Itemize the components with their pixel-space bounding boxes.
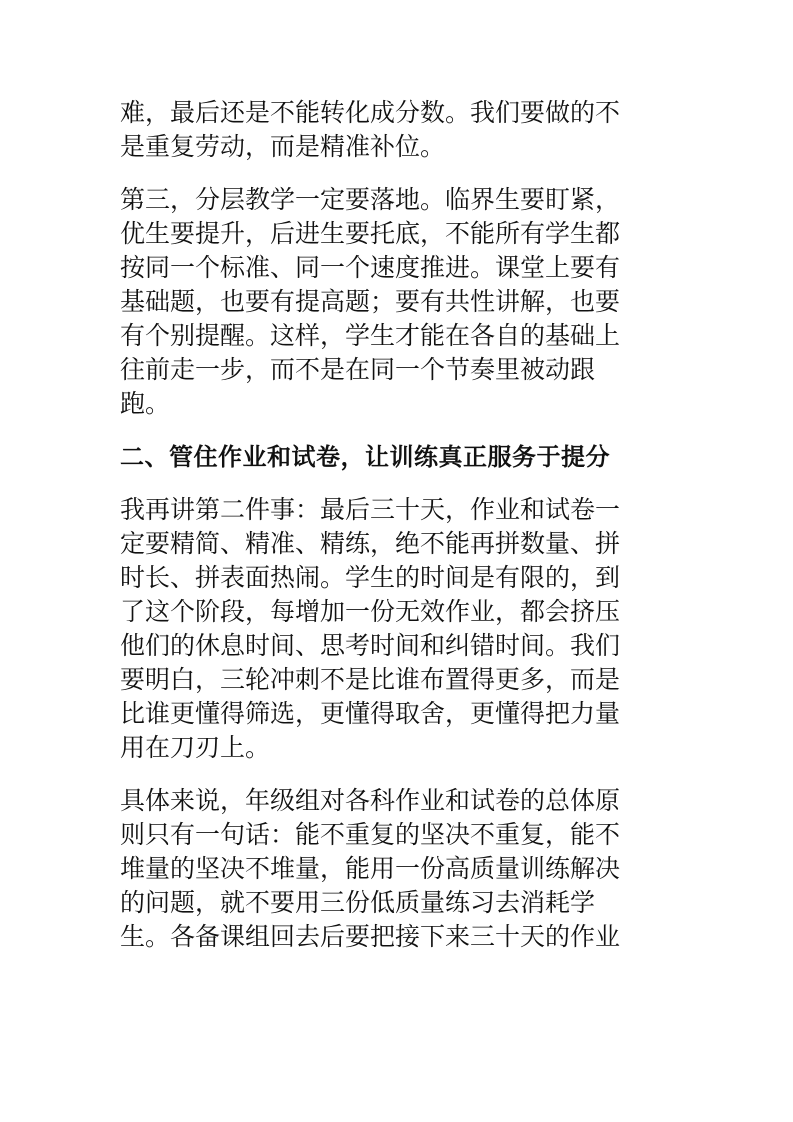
text-line: 则只有一句话：能不重复的坚决不重复，能不 xyxy=(120,820,621,849)
paragraph-3 xyxy=(120,493,660,765)
text-line: 有个别提醒。这样，学生才能在各自的基础上 xyxy=(120,321,621,350)
text-line: 跑。 xyxy=(120,389,171,418)
text-line: 了这个阶段，每增加一份无效作业，都会挤压 xyxy=(120,597,621,626)
text-line: 他们的休息时间、思考时间和纠错时间。我们 xyxy=(120,631,621,660)
text-line: 用在刀刃上。 xyxy=(120,733,271,762)
text-line: 优生要提升，后进生要托底，不能所有学生都 xyxy=(120,219,621,248)
paragraph-4 xyxy=(120,784,660,954)
section-heading xyxy=(120,440,660,474)
text-line: 堆量的坚决不堆量，能用一份高质量训练解决 xyxy=(120,854,621,883)
text-line: 是重复劳动，而是精准补位。 xyxy=(120,132,446,161)
text-line: 具体来说，年级组对各科作业和试卷的总体原 xyxy=(120,786,621,815)
paragraph-2 xyxy=(120,183,660,421)
text-line: 按同一个标准、同一个速度推进。课堂上要有 xyxy=(120,253,621,282)
text-line: 往前走一步，而不是在同一个节奏里被动跟 xyxy=(120,355,596,384)
text-line: 的问题，就不要用三份低质量练习去消耗学 xyxy=(120,888,596,917)
text-line: 比谁更懂得筛选，更懂得取舍，更懂得把力量 xyxy=(120,699,621,728)
text-line: 要明白，三轮冲刺不是比谁布置得更多，而是 xyxy=(120,665,621,694)
paragraph-1 xyxy=(120,96,660,164)
text-line: 我再讲第二件事：最后三十天，作业和试卷一 xyxy=(120,495,621,524)
text-line: 基础题，也要有提高题；要有共性讲解，也要 xyxy=(120,287,621,316)
text-line: 时长、拼表面热闹。学生的时间是有限的，到 xyxy=(120,563,621,592)
document-body xyxy=(120,96,660,973)
heading-text: 二、管住作业和试卷，让训练真正服务于提分 xyxy=(120,443,610,471)
text-line: 第三，分层教学一定要落地。临界生要盯紧， xyxy=(120,185,621,214)
text-line: 难，最后还是不能转化成分数。我们要做的不 xyxy=(120,98,621,127)
text-line: 生。各备课组回去后要把接下来三十天的作业 xyxy=(120,922,621,951)
text-line: 定要精简、精准、精练，绝不能再拼数量、拼 xyxy=(120,529,621,558)
